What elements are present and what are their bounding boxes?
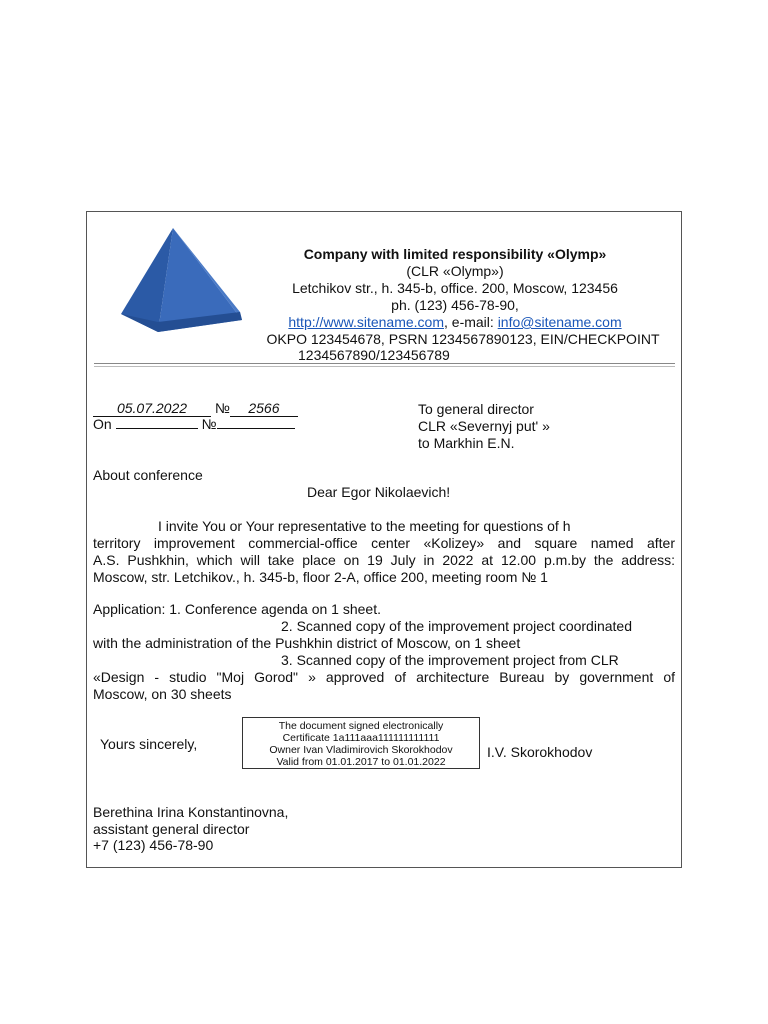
salutation: Dear Egor Nikolaevich! [307,484,451,500]
header-divider [94,363,675,364]
company-registry-line1: OKPO 123454678, PSRN 1234567890123, EIN/CHECKPOINT [266,331,660,347]
outgoing-number: 2566 [230,401,298,417]
reference-number-field [217,428,295,429]
outgoing-number-sign: № [214,400,230,416]
application-item2-line2: with the administration of the Pushkhin district of Moscow, on 1 sheet [93,635,521,651]
body-line2: territory improvement commercial-office center «Kolizey» and square named after [93,535,675,551]
stamp-line1: The document signed electronically [278,720,444,732]
application-item1: Application: 1. Conference agenda on 1 sheet. [93,601,381,617]
company-name: Company with limited responsibility «Olymp» [303,246,607,262]
subject-line: About conference [93,467,203,483]
signer-name: I.V. Skorokhodov [487,744,593,760]
recipient-line3: to Markhin E.N. [418,435,515,451]
body-line3: A.S. Pushkhin, which will take place on 19 July in 2022 at 12.00 p.m.by the address: [93,552,675,568]
body-line1: I invite You or Your representative to the meeting for questions of h [158,518,571,534]
company-short-name: (CLR «Olymp») [406,263,504,279]
email-prefix: , e-mail: [444,314,498,330]
company-logo-pyramid-icon [118,226,244,336]
body-line4: Moscow, str. Letchikov., h. 345-b, floor 2-A, office 200, meeting room № 1 [93,569,548,585]
email-link[interactable]: info@sitename.com [497,314,622,330]
outgoing-date: 05.07.2022 [93,401,211,417]
stamp-line2: Certificate 1a111aaa111111111111 [282,732,440,744]
contact-phone: +7 (123) 456-78-90 [93,837,214,853]
company-registry-line2: 1234567890/123456789 [298,347,450,363]
company-phone: ph. (123) 456-78-90, [391,297,519,313]
header-divider-secondary [94,366,675,367]
electronic-signature-stamp [242,717,480,769]
contact-name: Berethina Irina Konstantinovna, [93,804,289,820]
application-item3-line1: 3. Scanned copy of the improvement project from CLR [281,652,619,668]
company-address: Letchikov str., h. 345-b, office. 200, Moscow, 123456 [292,280,618,296]
reference-on-label: On [93,416,112,432]
recipient-line1: To general director [418,401,534,417]
closing-yours-sincerely: Yours sincerely, [100,736,198,752]
reference-number-sign: № [201,416,217,432]
contact-position: assistant general director [93,821,250,837]
application-item2-line1: 2. Scanned copy of the improvement project coordinated [281,618,632,634]
reference-line [93,416,295,433]
recipient-line2: CLR «Severnyj put' » [418,418,550,434]
stamp-line3: Owner Ivan Vladimirovich Skorokhodov [269,744,453,756]
outgoing-date-number [93,400,298,417]
website-link[interactable]: http://www.sitename.com [288,314,444,330]
reference-date-field [116,428,198,429]
application-item3-line3: Moscow, on 30 sheets [93,686,232,702]
application-item3-line2: «Design - studio "Moj Gorod" » approved of architecture Bureau by government of [93,669,675,685]
company-contacts-line [240,314,670,331]
stamp-line4: Valid from 01.01.2017 to 01.01.2022 [276,756,446,768]
